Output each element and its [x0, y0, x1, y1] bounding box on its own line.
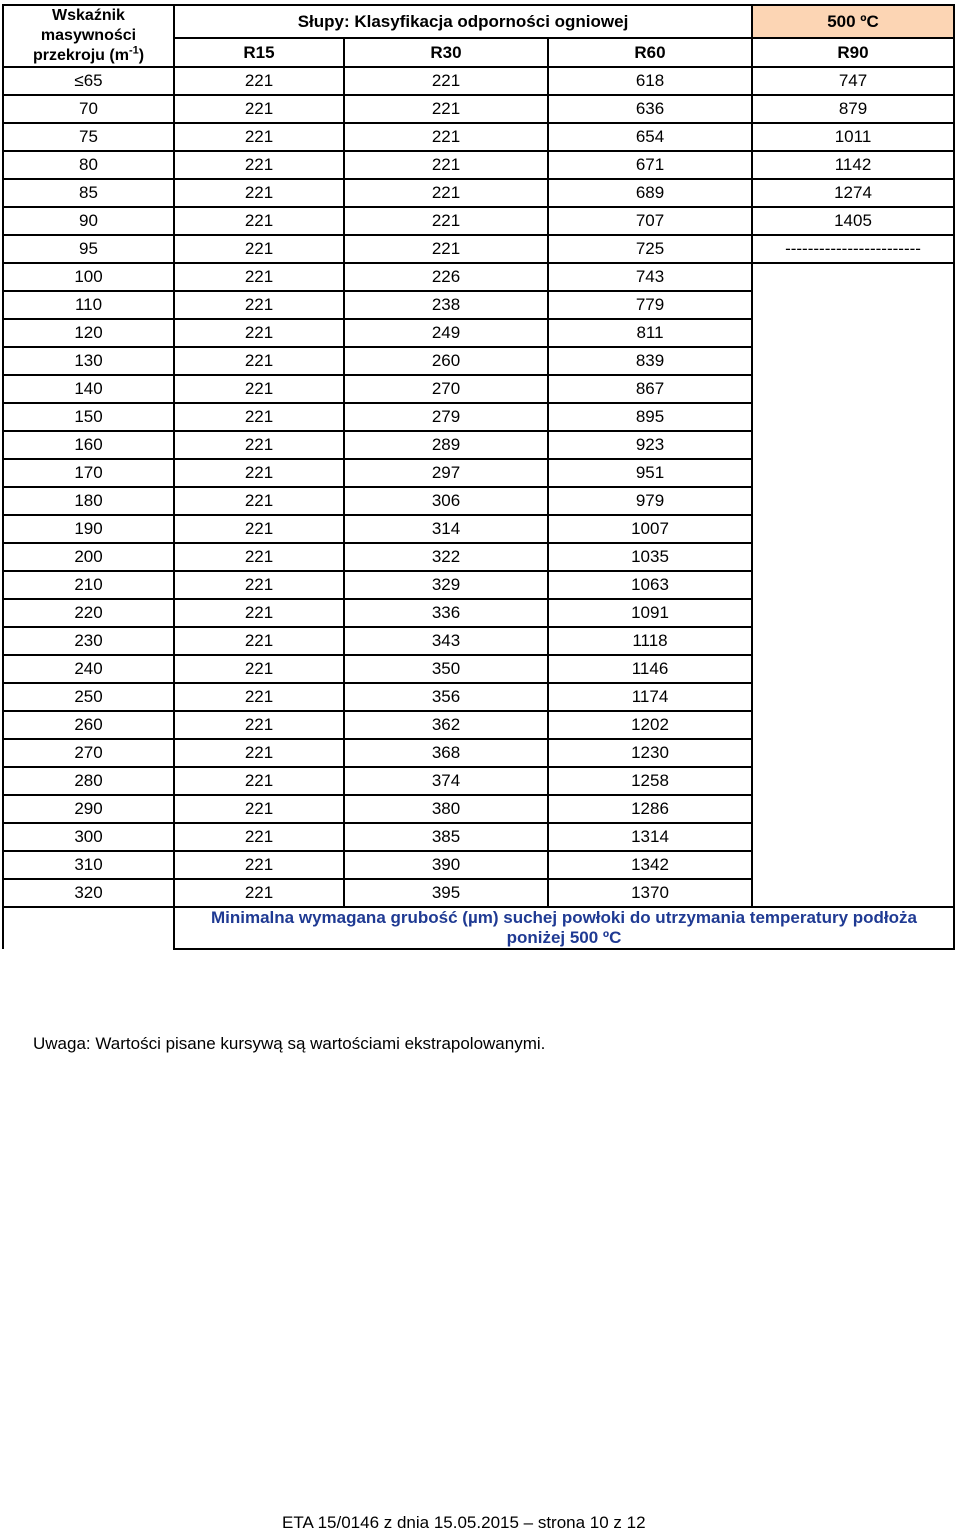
thickness-cell: 380 [344, 795, 548, 823]
thickness-cell: 221 [174, 711, 344, 739]
thickness-cell: 221 [174, 543, 344, 571]
thickness-cell: 636 [548, 95, 752, 123]
table-row [3, 291, 954, 319]
section-factor-cell: 160 [3, 431, 174, 459]
thickness-cell: 385 [344, 823, 548, 851]
section-factor-cell: 120 [3, 319, 174, 347]
thickness-cell: 779 [548, 291, 752, 319]
thickness-cell: 279 [344, 403, 548, 431]
thickness-cell [752, 711, 954, 739]
table-row [3, 851, 954, 879]
section-factor-cell: 150 [3, 403, 174, 431]
table-row [3, 487, 954, 515]
table-row [3, 543, 954, 571]
section-factor-header-close: ) [138, 47, 145, 64]
section-factor-cell: 110 [3, 291, 174, 319]
section-factor-cell: 240 [3, 655, 174, 683]
thickness-cell: 221 [344, 235, 548, 263]
table-row [3, 739, 954, 767]
extrapolation-note: Uwaga: Wartości pisane kursywą są wartościami ekstrapolowanymi. [33, 1034, 546, 1053]
thickness-cell: 618 [548, 67, 752, 95]
thickness-cell: 221 [344, 123, 548, 151]
thickness-cell: 362 [344, 711, 548, 739]
thickness-cell: 1035 [548, 543, 752, 571]
thickness-cell: 951 [548, 459, 752, 487]
table-body [3, 67, 954, 907]
section-factor-cell: 140 [3, 375, 174, 403]
footer-empty-cell [3, 907, 174, 949]
table-row [3, 795, 954, 823]
thickness-cell: 221 [174, 655, 344, 683]
thickness-cell: 1314 [548, 823, 752, 851]
thickness-cell: 867 [548, 375, 752, 403]
table-row [3, 655, 954, 683]
thickness-cell: 689 [548, 179, 752, 207]
section-factor-cell: 170 [3, 459, 174, 487]
thickness-cell: 221 [174, 683, 344, 711]
thickness-cell [752, 599, 954, 627]
thickness-cell: 221 [174, 123, 344, 151]
table-row [3, 67, 954, 95]
table-row [3, 879, 954, 907]
section-factor-cell: 300 [3, 823, 174, 851]
thickness-cell [752, 403, 954, 431]
thickness-cell [752, 347, 954, 375]
thickness-cell: 221 [174, 319, 344, 347]
section-factor-cell: 210 [3, 571, 174, 599]
table-row [3, 431, 954, 459]
thickness-cell: 226 [344, 263, 548, 291]
thickness-cell [752, 291, 954, 319]
thickness-cell [752, 851, 954, 879]
thickness-cell: 923 [548, 431, 752, 459]
thickness-cell: 221 [174, 235, 344, 263]
table-row [3, 235, 954, 263]
table-row [3, 711, 954, 739]
thickness-cell: 221 [174, 627, 344, 655]
thickness-cell: 743 [548, 263, 752, 291]
thickness-cell: 221 [174, 487, 344, 515]
thickness-cell: 221 [344, 207, 548, 235]
thickness-cell: 221 [344, 67, 548, 95]
thickness-cell: 707 [548, 207, 752, 235]
thickness-cell: 221 [174, 207, 344, 235]
table-row [3, 207, 954, 235]
section-factor-cell: 130 [3, 347, 174, 375]
section-factor-cell: 95 [3, 235, 174, 263]
section-factor-cell: 180 [3, 487, 174, 515]
thickness-cell: 1230 [548, 739, 752, 767]
table-row [3, 179, 954, 207]
thickness-cell: 221 [174, 179, 344, 207]
thickness-cell: 322 [344, 543, 548, 571]
thickness-cell [752, 879, 954, 907]
table-row [3, 319, 954, 347]
section-factor-cell: 280 [3, 767, 174, 795]
section-factor-cell: 200 [3, 543, 174, 571]
section-factor-cell: 310 [3, 851, 174, 879]
thickness-cell: 221 [174, 599, 344, 627]
thickness-cell: 221 [174, 739, 344, 767]
column-header-r90: R90 [752, 38, 954, 67]
table-row [3, 403, 954, 431]
thickness-cell: 221 [174, 879, 344, 907]
table-row [3, 599, 954, 627]
thickness-cell: 221 [174, 67, 344, 95]
thickness-cell: 1286 [548, 795, 752, 823]
section-factor-cell: ≤65 [3, 67, 174, 95]
thickness-cell [752, 543, 954, 571]
thickness-cell [752, 375, 954, 403]
table-row [3, 459, 954, 487]
thickness-cell: 1142 [752, 151, 954, 179]
thickness-cell: 221 [174, 431, 344, 459]
thickness-cell: 221 [174, 95, 344, 123]
table-row [3, 767, 954, 795]
thickness-cell: 1146 [548, 655, 752, 683]
thickness-cell [752, 319, 954, 347]
thickness-cell: 221 [174, 347, 344, 375]
thickness-cell: 1118 [548, 627, 752, 655]
section-factor-header [3, 5, 174, 67]
column-header-r15: R15 [174, 38, 344, 67]
thickness-cell [752, 627, 954, 655]
table-row [3, 823, 954, 851]
thickness-cell [752, 459, 954, 487]
table-title: Słupy: Klasyfikacja odporności ogniowej [174, 5, 752, 38]
table-row [3, 515, 954, 543]
thickness-cell: 221 [174, 851, 344, 879]
thickness-cell [752, 767, 954, 795]
table-row [3, 571, 954, 599]
table-row [3, 375, 954, 403]
table-row [3, 151, 954, 179]
table-row [3, 123, 954, 151]
section-factor-header-sup: -1 [128, 44, 139, 57]
thickness-cell: 329 [344, 571, 548, 599]
thickness-cell [752, 263, 954, 291]
section-factor-cell: 80 [3, 151, 174, 179]
thickness-cell: 221 [174, 291, 344, 319]
page-footer: ETA 15/0146 z dnia 15.05.2015 – strona 10 z 12 [282, 1513, 646, 1532]
thickness-cell: 725 [548, 235, 752, 263]
thickness-cell: 221 [174, 375, 344, 403]
fire-resistance-table [2, 4, 955, 950]
thickness-cell: 297 [344, 459, 548, 487]
column-header-r60: R60 [548, 38, 752, 67]
thickness-cell: 654 [548, 123, 752, 151]
table-caption-line2: poniżej 500 ºC [506, 928, 622, 947]
thickness-cell: 1091 [548, 599, 752, 627]
thickness-cell: 260 [344, 347, 548, 375]
thickness-cell: 221 [174, 823, 344, 851]
section-factor-cell: 190 [3, 515, 174, 543]
section-factor-cell: 100 [3, 263, 174, 291]
thickness-cell: 1011 [752, 123, 954, 151]
thickness-cell [752, 515, 954, 543]
thickness-cell: 374 [344, 767, 548, 795]
section-factor-header-line3: przekroju (m [32, 47, 129, 64]
thickness-cell: 336 [344, 599, 548, 627]
thickness-cell: 839 [548, 347, 752, 375]
thickness-cell: 879 [752, 95, 954, 123]
section-factor-header-line2: masywności [40, 27, 137, 44]
section-factor-cell: 85 [3, 179, 174, 207]
section-factor-header-line1: Wskaźnik [52, 7, 125, 24]
thickness-cell: 1063 [548, 571, 752, 599]
table-caption [174, 907, 954, 949]
thickness-cell: 356 [344, 683, 548, 711]
thickness-cell: 811 [548, 319, 752, 347]
table-row [3, 627, 954, 655]
table-row [3, 95, 954, 123]
thickness-cell: 1202 [548, 711, 752, 739]
thickness-cell: 671 [548, 151, 752, 179]
thickness-cell: 221 [174, 263, 344, 291]
thickness-cell: 306 [344, 487, 548, 515]
thickness-cell: 221 [344, 95, 548, 123]
thickness-cell: 221 [174, 767, 344, 795]
thickness-cell: 221 [174, 795, 344, 823]
thickness-cell: 395 [344, 879, 548, 907]
section-factor-cell: 230 [3, 627, 174, 655]
thickness-cell [752, 487, 954, 515]
thickness-cell [752, 431, 954, 459]
thickness-cell [752, 795, 954, 823]
thickness-cell [752, 739, 954, 767]
table-row [3, 263, 954, 291]
thickness-cell: 979 [548, 487, 752, 515]
thickness-cell: 390 [344, 851, 548, 879]
thickness-cell: 249 [344, 319, 548, 347]
thickness-cell: 221 [174, 515, 344, 543]
section-factor-cell: 70 [3, 95, 174, 123]
section-factor-cell: 260 [3, 711, 174, 739]
thickness-cell: 1370 [548, 879, 752, 907]
section-factor-cell: 90 [3, 207, 174, 235]
table-caption-line1: Minimalna wymagana grubość (µm) suchej powłoki do utrzymania temperatury podłoża [211, 908, 917, 927]
thickness-cell: 895 [548, 403, 752, 431]
thickness-cell: 1342 [548, 851, 752, 879]
thickness-cell: 289 [344, 431, 548, 459]
thickness-cell: 221 [344, 179, 548, 207]
thickness-cell: 368 [344, 739, 548, 767]
thickness-cell [752, 683, 954, 711]
section-factor-cell: 320 [3, 879, 174, 907]
thickness-cell: 238 [344, 291, 548, 319]
thickness-cell: 221 [174, 403, 344, 431]
thickness-cell: 1405 [752, 207, 954, 235]
thickness-cell: 350 [344, 655, 548, 683]
thickness-cell [752, 655, 954, 683]
thickness-cell [752, 571, 954, 599]
thickness-cell: 747 [752, 67, 954, 95]
thickness-cell: 221 [344, 151, 548, 179]
section-factor-cell: 290 [3, 795, 174, 823]
table-row [3, 683, 954, 711]
thickness-cell: 343 [344, 627, 548, 655]
section-factor-cell: 75 [3, 123, 174, 151]
thickness-cell: 1174 [548, 683, 752, 711]
thickness-cell [752, 823, 954, 851]
section-factor-cell: 250 [3, 683, 174, 711]
thickness-cell: ------------------------ [752, 235, 954, 263]
column-header-r30: R30 [344, 38, 548, 67]
thickness-cell: 270 [344, 375, 548, 403]
thickness-cell: 1007 [548, 515, 752, 543]
thickness-cell: 1274 [752, 179, 954, 207]
temperature-header: 500 ºC [752, 5, 954, 38]
thickness-cell: 1258 [548, 767, 752, 795]
thickness-cell: 221 [174, 571, 344, 599]
table-row [3, 347, 954, 375]
thickness-cell: 221 [174, 459, 344, 487]
thickness-cell: 314 [344, 515, 548, 543]
section-factor-cell: 220 [3, 599, 174, 627]
section-factor-cell: 270 [3, 739, 174, 767]
thickness-cell: 221 [174, 151, 344, 179]
